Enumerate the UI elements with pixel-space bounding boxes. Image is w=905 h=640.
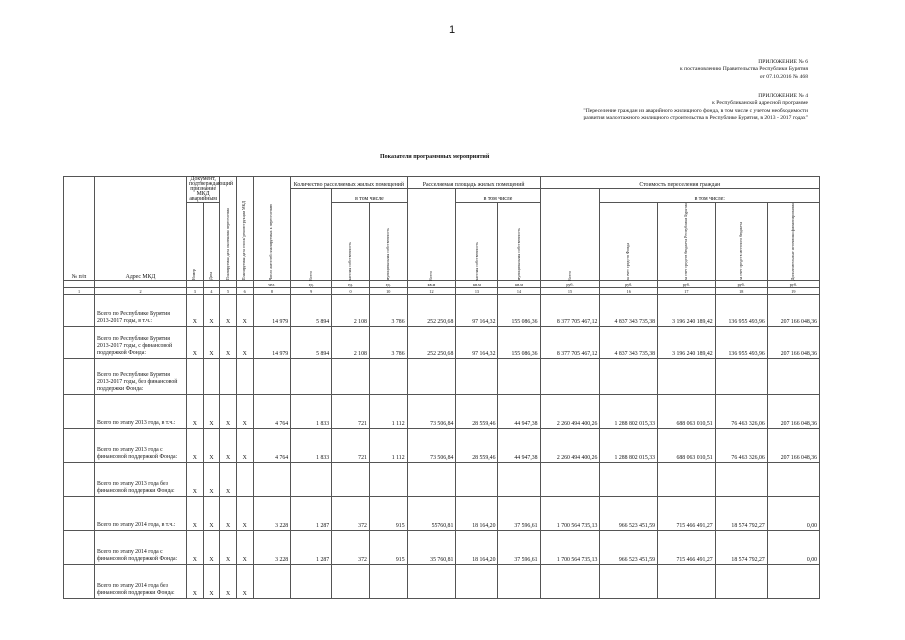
x-marker-cell: X [236,429,253,463]
col-header-document-group: Документ, подтверждающий признание МКД аварийным [187,177,220,203]
value-cell: 4 837 343 735,38 [600,327,658,359]
appendix-6-date: от 07.10.2016 № 468 [759,73,808,80]
value-cell: 915 [369,531,407,565]
colnum-cell: 8 [253,288,291,295]
value-cell: 2 260 494 400,26 [540,429,600,463]
row-number-cell [64,359,95,395]
value-cell: 688 063 010,51 [658,429,716,463]
value-cell [600,359,658,395]
appendix-4-title: ПРИЛОЖЕНИЕ № 4 [758,93,808,99]
x-marker-cell: X [187,395,204,429]
value-cell [540,463,600,497]
value-cell: 1 288 802 015,33 [600,395,658,429]
row-label: Всего по Республике Бурятия 2013-2017 годы, без финансовой поддержки Фонда: [95,359,187,395]
value-cell: 3 196 240 189,42 [658,295,716,327]
value-cell: 14 979 [253,295,291,327]
x-marker-cell: X [187,429,204,463]
col-header-area-group: Расселяемая площадь жилых помещений [407,177,540,189]
value-cell: 44 947,38 [498,395,540,429]
unit-cell: кв.м [498,281,540,288]
value-cell: 2 108 [332,327,370,359]
table-row [64,429,820,463]
value-cell [767,359,819,395]
x-marker-cell: X [236,395,253,429]
value-cell: 1 833 [291,429,332,463]
x-marker-cell: X [187,463,204,497]
value-cell: 5 894 [291,295,332,327]
x-marker-cell: X [187,565,204,599]
colnum-cell: 17 [658,288,716,295]
value-cell [715,463,767,497]
value-cell: 207 166 048,36 [767,429,819,463]
unit-cell: руб. [715,281,767,288]
unit-cell [95,281,187,288]
row-number-cell [64,295,95,327]
value-cell: 8 377 705 467,12 [540,327,600,359]
x-marker-cell [220,359,237,395]
value-cell [658,359,716,395]
unit-cell: чел. [253,281,291,288]
value-cell: 1 112 [369,395,407,429]
colnum-cell: 18 [715,288,767,295]
row-label: Всего по Республике Бурятия 2013-2017 годы, в т.ч.: [95,295,187,327]
value-cell [767,463,819,497]
value-cell: 44 947,38 [498,429,540,463]
row-number-cell [64,463,95,497]
colnum-cell: 14 [498,288,540,295]
colnum-cell: 12 [407,288,456,295]
col-header-area-municipal: муниципальная собственность [498,203,540,281]
value-cell: 372 [332,497,370,531]
unit-cell: ед. [291,281,332,288]
colnum-cell: 1 [64,288,95,295]
value-cell [456,359,498,395]
col-header-premises-private: частная собственность [332,203,370,281]
unit-cell: руб. [658,281,716,288]
value-cell: 207 166 048,36 [767,295,819,327]
colnum-cell: 3 [187,288,204,295]
value-cell [715,359,767,395]
value-cell: 721 [332,429,370,463]
unit-cell: ед. [369,281,407,288]
value-cell [658,463,716,497]
col-header-republic-budget: за счет средств бюджета Республики Бурятия [658,203,716,281]
col-header-demolition-date: Планируемая дата сноса/ реконструкции МКД [236,177,253,281]
value-cell [407,359,456,395]
appendix-4-block [583,93,808,123]
unit-cell: руб. [767,281,819,288]
appendix-6-ref: к постановлению Правительства Республики Бурятия [679,66,808,73]
value-cell: 715 466 491,27 [658,497,716,531]
value-cell: 1 287 [291,497,332,531]
value-cell [540,359,600,395]
col-header-residents: Число жителей планируемых к переселению [253,177,291,281]
value-cell [767,565,819,599]
row-label: Всего по этапу 2013 года, в т.ч.: [95,395,187,429]
value-cell [332,565,370,599]
table-row [64,463,820,497]
unit-cell: руб. [540,281,600,288]
x-marker-cell: X [203,497,220,531]
row-label: Всего по этапу 2014 года, в т.ч.: [95,497,187,531]
col-header-premises-municipal: муниципальная собственность [369,203,407,281]
row-label: Всего по этапу 2014 года с финансовой поддержкой Фонда: [95,531,187,565]
value-cell: 97 164,32 [456,327,498,359]
col-header-cost-total: Всего [540,189,600,281]
col-header-area-incl: в том числе [456,189,540,203]
value-cell: 0,00 [767,497,819,531]
column-numbers-row [64,288,820,295]
x-marker-cell: X [236,327,253,359]
colnum-cell: 15 [540,288,600,295]
value-cell [498,565,540,599]
col-header-number: № п/п [64,177,95,281]
units-row [64,281,820,288]
value-cell: 1 287 [291,531,332,565]
col-header-additional-sources: Дополнительные источники финансирования [767,203,819,281]
x-marker-cell: X [203,429,220,463]
appendix-4-program-line2: развития малоэтажного жилищного строительства в Республике Бурятия, в 2013 - 2017 годах" [583,115,808,122]
x-marker-cell: X [187,327,204,359]
unit-cell [236,281,253,288]
table-row [64,497,820,531]
value-cell [498,463,540,497]
value-cell: 37 596,61 [498,531,540,565]
colnum-cell: 13 [456,288,498,295]
x-marker-cell: X [236,497,253,531]
value-cell: 1 700 564 735,13 [540,497,600,531]
colnum-cell: 4 [203,288,220,295]
row-label: Всего по этапу 2013 года с финансовой поддержкой Фонда: [95,429,187,463]
value-cell: 1 112 [369,429,407,463]
value-cell: 28 559,46 [456,429,498,463]
value-cell: 3 228 [253,531,291,565]
x-marker-cell: X [203,531,220,565]
value-cell: 35 760,81 [407,531,456,565]
colnum-cell: 16 [600,288,658,295]
col-header-address: Адрес МКД [95,177,187,281]
value-cell: 688 063 010,51 [658,395,716,429]
value-cell [369,565,407,599]
colnum-cell: 10 [369,288,407,295]
value-cell [369,463,407,497]
value-cell [715,565,767,599]
unit-cell [187,281,204,288]
x-marker-cell: X [203,327,220,359]
appendix-6-block [680,59,808,81]
x-marker-cell: X [236,295,253,327]
value-cell: 715 466 491,27 [658,531,716,565]
unit-cell: ед. [332,281,370,288]
value-cell: 55760,81 [407,497,456,531]
value-cell [253,359,291,395]
table-row [64,395,820,429]
col-header-premises-group: Количество расселяемых жилых помещений [291,177,407,189]
value-cell: 2 108 [332,295,370,327]
value-cell: 966 523 451,59 [600,497,658,531]
value-cell [253,463,291,497]
table-row [64,359,820,395]
value-cell: 915 [369,497,407,531]
value-cell: 3 786 [369,295,407,327]
value-cell: 2 260 494 400,26 [540,395,600,429]
table-row [64,565,820,599]
row-number-cell [64,531,95,565]
value-cell [291,463,332,497]
value-cell [332,359,370,395]
value-cell: 4 837 343 735,38 [600,295,658,327]
row-number-cell [64,497,95,531]
value-cell: 207 166 048,36 [767,327,819,359]
row-label: Всего по этапу 2014 года без финансовой поддержки Фонда: [95,565,187,599]
x-marker-cell: X [203,463,220,497]
value-cell: 14 979 [253,327,291,359]
value-cell: 18 164,20 [456,497,498,531]
value-cell [291,565,332,599]
row-number-cell [64,565,95,599]
value-cell: 136 955 493,96 [715,295,767,327]
value-cell: 372 [332,531,370,565]
col-header-area-total: Всего [407,189,456,281]
x-marker-cell: X [220,429,237,463]
value-cell: 966 523 451,59 [600,531,658,565]
col-header-cost-group: Стоимость переселения граждан [540,177,819,189]
value-cell [498,359,540,395]
x-marker-cell: X [220,531,237,565]
appendix-6-title: ПРИЛОЖЕНИЕ № 6 [758,59,808,65]
value-cell [369,359,407,395]
unit-cell: руб. [600,281,658,288]
x-marker-cell: X [236,531,253,565]
col-header-doc-number: Номер [187,203,204,281]
unit-cell [203,281,220,288]
x-marker-cell: X [203,565,220,599]
unit-cell [64,281,95,288]
value-cell: 207 166 048,36 [767,395,819,429]
unit-cell: кв.м [407,281,456,288]
colnum-cell: 5 [220,288,237,295]
value-cell: 76 463 326,06 [715,429,767,463]
x-marker-cell: X [187,295,204,327]
value-cell: 8 377 705 467,12 [540,295,600,327]
value-cell: 1 700 564 735,13 [540,531,600,565]
value-cell: 1 288 802 015,33 [600,429,658,463]
unit-cell: кв.м [456,281,498,288]
value-cell [407,463,456,497]
value-cell [540,565,600,599]
row-number-cell [64,327,95,359]
indicators-table [63,176,820,599]
colnum-cell: 6 [236,288,253,295]
col-header-resettlement-date: Планируемая дата окончания переселения [220,177,237,281]
x-marker-cell: X [187,497,204,531]
value-cell: 721 [332,395,370,429]
value-cell [600,463,658,497]
x-marker-cell [236,359,253,395]
value-cell: 4 764 [253,395,291,429]
value-cell: 76 463 326,06 [715,395,767,429]
row-number-cell [64,395,95,429]
col-header-cost-incl: в том числе: [600,189,820,203]
value-cell: 1 833 [291,395,332,429]
value-cell [456,463,498,497]
value-cell: 3 786 [369,327,407,359]
value-cell: 3 228 [253,497,291,531]
value-cell: 155 086,36 [498,327,540,359]
value-cell: 73 506,84 [407,429,456,463]
col-header-premises-total: Всего [291,189,332,281]
x-marker-cell: X [220,565,237,599]
colnum-cell: 2 [95,288,187,295]
colnum-cell: 0 [332,288,370,295]
value-cell: 4 764 [253,429,291,463]
table-row [64,531,820,565]
value-cell: 18 574 792,27 [715,497,767,531]
value-cell: 252 250,68 [407,295,456,327]
x-marker-cell [236,463,253,497]
value-cell [407,565,456,599]
row-label: Всего по Республике Бурятия 2013-2017 годы, с финансовой поддержкой Фонда: [95,327,187,359]
value-cell [332,463,370,497]
colnum-cell: 19 [767,288,819,295]
x-marker-cell: X [203,395,220,429]
value-cell [600,565,658,599]
row-label: Всего по этапу 2013 года без финансовой поддержки Фонда: [95,463,187,497]
unit-cell [220,281,237,288]
value-cell: 28 559,46 [456,395,498,429]
x-marker-cell: X [220,295,237,327]
col-header-fund: за счет средств Фонда [600,203,658,281]
value-cell: 0,00 [767,531,819,565]
table-row [64,295,820,327]
col-header-premises-incl: в том числе [332,189,407,203]
x-marker-cell: X [220,327,237,359]
value-cell: 5 894 [291,327,332,359]
value-cell: 252 250,68 [407,327,456,359]
col-header-area-private: частная собственность [456,203,498,281]
value-cell: 18 164,20 [456,531,498,565]
row-number-cell [64,429,95,463]
x-marker-cell: X [187,531,204,565]
x-marker-cell: X [220,463,237,497]
x-marker-cell [187,359,204,395]
value-cell: 155 086,36 [498,295,540,327]
value-cell: 73 506,84 [407,395,456,429]
value-cell [291,359,332,395]
x-marker-cell: X [203,295,220,327]
value-cell: 37 596,61 [498,497,540,531]
appendix-4-ref: к Республиканской адресной программе [712,100,808,107]
col-header-local-budget: за счет средств местного бюджета [715,203,767,281]
x-marker-cell: X [220,395,237,429]
colnum-cell: 9 [291,288,332,295]
value-cell: 136 955 493,96 [715,327,767,359]
table-title: Показатели программных мероприятий [380,154,490,160]
x-marker-cell [203,359,220,395]
col-header-doc-date: Дата [203,203,220,281]
appendix-4-program-line1: "Переселение граждан из аварийного жилищного фонда, в том числе с учетом необходимости [583,107,808,114]
value-cell [253,565,291,599]
x-marker-cell: X [236,565,253,599]
value-cell: 3 196 240 189,42 [658,327,716,359]
table-row [64,327,820,359]
value-cell: 97 164,32 [456,295,498,327]
page-number: 1 [449,24,456,36]
value-cell [456,565,498,599]
value-cell: 18 574 792,27 [715,531,767,565]
x-marker-cell: X [220,497,237,531]
value-cell [658,565,716,599]
